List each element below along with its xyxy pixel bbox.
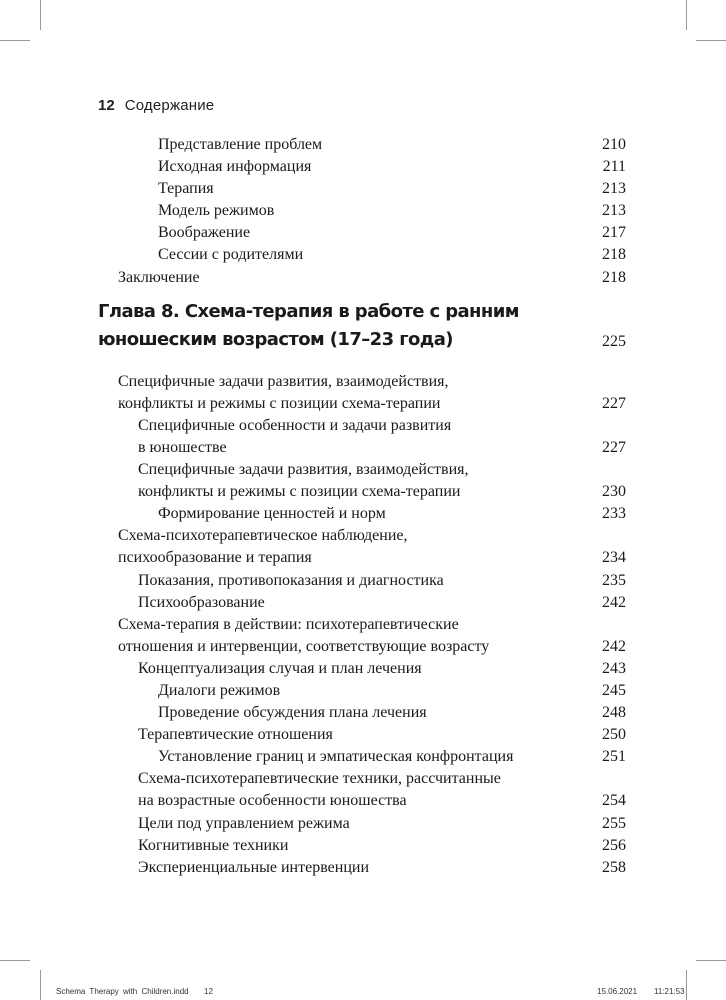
toc-entry-page: 227 [602,394,626,412]
crop-mark-right-upper [696,40,726,41]
toc-entry-title: Показания, противопоказания и диагностика [138,571,444,589]
toc-entry-page: 250 [602,726,626,744]
toc-entry-page: 243 [602,659,626,677]
toc-entry-page: 218 [602,268,626,286]
toc-entry-title: Специфичные особенности и задачи развития [138,416,452,434]
toc-entry-page: 211 [602,158,626,176]
page-number: 12 [98,97,115,114]
toc-entry-page: 230 [602,483,626,501]
toc-entry-page: 235 [602,571,626,589]
toc-entry-title: на возрастные особенности юношества [138,792,407,810]
toc-entry-title: Установление границ и эмпатическая конфронтация [158,748,514,766]
toc-entry [0,857,726,879]
toc-entry-title: Представление проблем [158,136,323,153]
chapter-title-line-1: Глава 8. Схема-терапия в работе с ранним [98,300,519,322]
toc-entry-title: Специфичные задачи развития, взаимодействия, [138,461,469,479]
toc-entry-title: Формирование ценностей и норм [158,505,386,523]
toc-entry-page: 213 [602,180,626,198]
toc-entry [0,371,726,393]
table-of-contents [0,134,726,879]
toc-entry-title: Диалоги режимов [158,681,281,699]
toc-entry [0,813,726,835]
toc-entry-page: 233 [602,505,626,523]
slug-filename: Schema Therapy with Children.indd [56,987,189,996]
toc-entry-page: 256 [602,836,626,854]
slug-page: 12 [204,987,213,996]
toc-entry [0,503,726,525]
toc-entry [0,547,726,569]
toc-before-chapter [0,134,726,289]
toc-entry [0,592,726,614]
toc-entry [0,222,726,244]
toc-entry-title: Схема-психотерапевтические техники, рассчитанные [138,770,501,788]
slug-time: 11:21:53 [654,987,685,996]
toc-entry-page: 245 [602,681,626,699]
toc-entry-title: Проведение обсуждения плана лечения [158,704,427,722]
toc-entry [0,156,726,178]
toc-entry [0,244,726,266]
running-head [98,97,214,115]
toc-entry-page: 218 [602,246,626,264]
toc-entry-title: Воображение [158,224,251,242]
toc-entry-title: Терапевтические отношения [138,726,333,744]
crop-mark-top-left [40,0,41,30]
chapter-page: 225 [602,332,626,350]
toc-entry [0,724,726,746]
toc-entry [0,415,726,437]
toc-entry-title: Специфичные задачи развития, взаимодействия, [118,372,449,390]
toc-entry-page: 258 [602,858,626,876]
toc-entry [0,134,726,156]
toc-entry [0,614,726,636]
chapter-title-line-2: юношеским возрастом (17–23 года) [98,328,453,350]
toc-entry [0,636,726,658]
toc-entry [0,267,726,289]
chapter-heading [0,297,726,359]
toc-entry-page: 242 [602,593,626,611]
toc-entry [0,178,726,200]
toc-entry-page: 251 [602,748,626,766]
toc-entry [0,746,726,768]
toc-entry-title: в юношестве [138,438,227,456]
crop-mark-right-lower [696,960,726,961]
toc-entry-title: конфликты и режимы с позиции схема-терапии [118,394,441,412]
toc-entry-page: 210 [602,136,626,153]
crop-mark-left-upper [0,40,30,41]
toc-entry [0,835,726,857]
toc-entry [0,790,726,812]
toc-entry [0,437,726,459]
toc-entry-title: Психообразование [138,593,265,611]
toc-entry-page: 254 [602,792,626,810]
crop-mark-left-lower [0,960,30,961]
toc-entry-title: Модель режимов [158,202,275,220]
toc-entry-title: Исходная информация [158,158,312,176]
toc-entry-page: 227 [602,438,626,456]
toc-entry [0,680,726,702]
toc-entry-title: Заключение [118,268,200,286]
printer-slug [0,986,726,998]
toc-entry-title: Когнитивные техники [138,836,289,854]
toc-entry-title: психообразование и терапия [118,549,312,567]
toc-entry [0,658,726,680]
toc-entry-page: 248 [602,704,626,722]
toc-entry-title: Цели под управлением режима [138,814,350,832]
crop-mark-top-right [686,0,687,30]
toc-entry-title: Концептуализация случая и план лечения [138,659,422,677]
toc-entry-page: 217 [602,224,626,242]
toc-after-chapter [0,371,726,879]
toc-entry [0,525,726,547]
toc-entry [0,481,726,503]
toc-entry-title: Схема-терапия в действии: психотерапевтические [118,615,459,633]
toc-entry [0,393,726,415]
toc-entry-page: 255 [602,814,626,832]
toc-entry-title: Экспериенциальные интервенции [138,858,370,876]
toc-entry-title: Сессии с родителями [158,246,304,264]
toc-entry-page: 213 [602,202,626,220]
chapter-spacer [0,359,726,371]
toc-entry-page: 242 [602,637,626,655]
toc-entry-title: Терапия [158,180,214,198]
toc-entry-title: Схема-психотерапевтическое наблюдение, [118,527,408,545]
toc-entry-page: 234 [602,549,626,567]
toc-entry [0,459,726,481]
toc-entry [0,200,726,222]
slug-date: 15.06.2021 [597,987,638,996]
toc-entry [0,570,726,592]
toc-entry-title: отношения и интервенции, соответствующие возрасту [118,637,490,655]
toc-entry [0,768,726,790]
toc-entry-title: конфликты и режимы с позиции схема-терапии [138,483,461,501]
toc-entry [0,702,726,724]
section-title: Содержание [124,97,215,114]
